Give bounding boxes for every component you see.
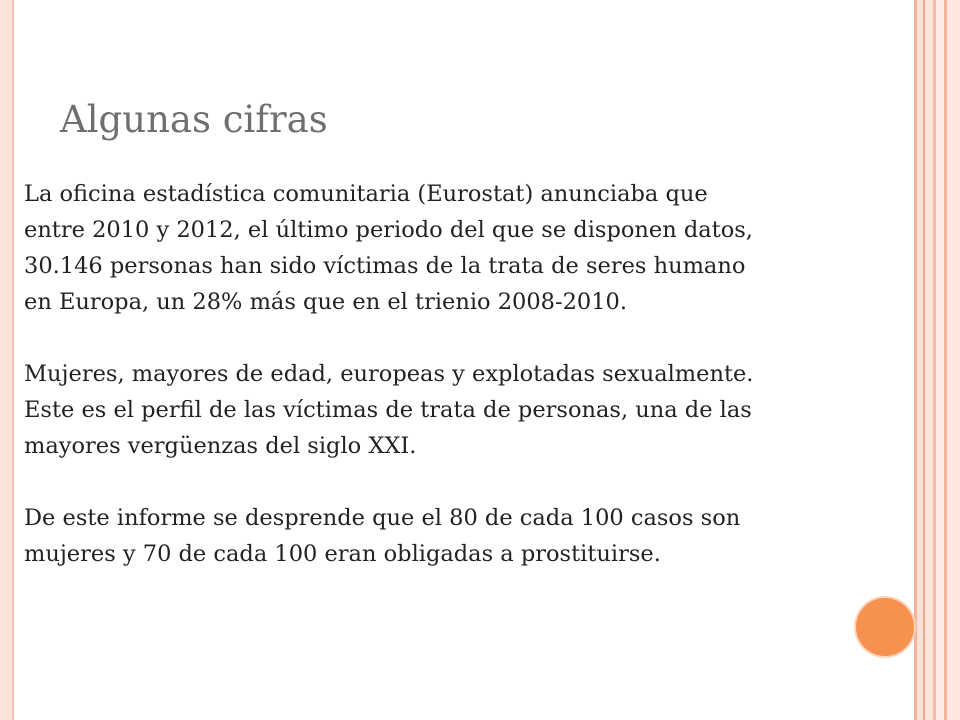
paragraph-eurostat: La oficina estadística comunitaria (Eurostat) anunciaba que entre 2010 y 2012, el último periodo del que se disponen datos, 30.146 personas han sido víctimas de la trata de seres humano en Europa, un 28% más que en el trienio 2008-2010. xyxy=(24,181,753,315)
paragraph-report-figures: De este informe se desprende que el 80 de cada 100 casos son mujeres y 70 de cada 100 eran obligadas a prostituirse. xyxy=(24,505,741,567)
orange-circle-decoration xyxy=(856,598,914,656)
left-border-strip xyxy=(0,0,14,720)
slide-title: Algunas cifras xyxy=(60,98,328,141)
stripe xyxy=(936,0,944,720)
stripe xyxy=(925,0,933,720)
paragraph-victim-profile: Mujeres, mayores de edad, europeas y explotadas sexualmente. Este es el perfil de las víctimas de trata de personas, una de las mayores vergüenzas del siglo XXI. xyxy=(24,361,754,459)
right-decorative-stripes xyxy=(914,0,960,720)
slide-body xyxy=(24,176,904,572)
stripe xyxy=(947,0,960,720)
